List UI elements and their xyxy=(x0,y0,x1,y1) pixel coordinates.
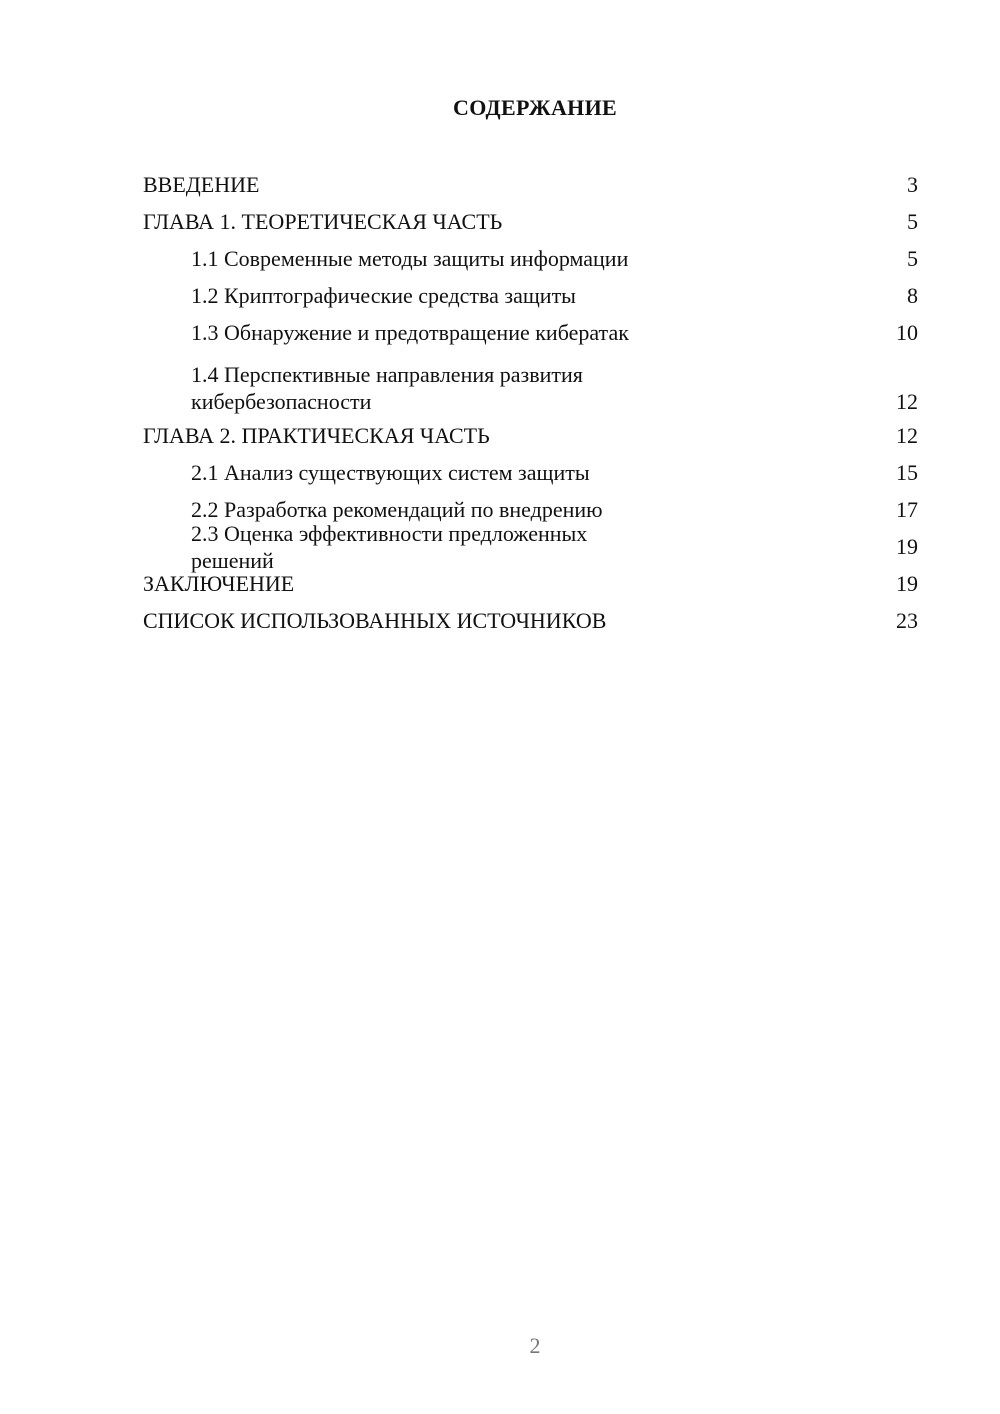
toc-entry-page: 3 xyxy=(907,172,918,197)
page-number: 2 xyxy=(529,1333,541,1358)
toc-entry-title: 1.3 Обнаружение и предотвращение кибератак xyxy=(191,320,629,345)
toc-entry-title: ГЛАВА 1. ТЕОРЕТИЧЕСКАЯ ЧАСТЬ xyxy=(143,209,503,234)
toc-entry-title: ВВЕДЕНИЕ xyxy=(143,172,260,197)
toc-entry-section-1-1[interactable] xyxy=(143,240,918,277)
toc-entry-title: СПИСОК ИСПОЛЬЗОВАННЫХ ИСТОЧНИКОВ xyxy=(143,608,607,633)
toc-entry-title: 1.2 Криптографические средства защиты xyxy=(191,283,576,308)
toc-entry-section-1-2[interactable] xyxy=(143,277,918,314)
toc-entry-page: 8 xyxy=(907,283,918,308)
toc-entry-chapter-1[interactable] xyxy=(143,203,918,240)
toc-entry-page: 10 xyxy=(896,320,918,345)
toc-entry-title: ГЛАВА 2. ПРАКТИЧЕСКАЯ ЧАСТЬ xyxy=(143,423,490,448)
toc-entry-references[interactable] xyxy=(143,602,918,639)
toc-entry-section-1-4[interactable] xyxy=(143,351,918,417)
toc-entry-page: 15 xyxy=(896,460,918,485)
toc-entry-introduction[interactable] xyxy=(143,166,918,203)
toc-entry-title: 1.4 Перспективные направления развития кибербезопасности xyxy=(191,362,583,414)
table-of-contents xyxy=(143,166,918,639)
toc-entry-page: 19 xyxy=(896,534,918,559)
toc-entry-page: 5 xyxy=(907,209,918,234)
toc-entry-title: 1.1 Современные методы защиты информации xyxy=(191,246,629,271)
toc-entry-title: 2.2 Разработка рекомендаций по внедрению xyxy=(191,497,603,522)
toc-entry-page: 5 xyxy=(907,246,918,271)
page-title: СОДЕРЖАНИЕ xyxy=(453,95,617,120)
toc-entry-section-2-3[interactable] xyxy=(143,520,918,573)
toc-entry-section-2-1[interactable] xyxy=(143,454,918,491)
toc-entry-page: 23 xyxy=(896,608,918,633)
toc-entry-chapter-2[interactable] xyxy=(143,417,918,454)
toc-entry-section-1-3[interactable] xyxy=(143,314,918,351)
toc-entry-title: 2.3 Оценка эффективности предложенных решений xyxy=(191,520,588,573)
toc-entry-page: 12 xyxy=(896,389,918,414)
toc-entry-page: 12 xyxy=(896,423,918,448)
toc-entry-title: ЗАКЛЮЧЕНИЕ xyxy=(143,571,295,596)
toc-entry-title: 2.1 Анализ существующих систем защиты xyxy=(191,460,590,485)
toc-entry-page: 19 xyxy=(896,571,918,596)
toc-entry-page: 17 xyxy=(896,497,918,522)
